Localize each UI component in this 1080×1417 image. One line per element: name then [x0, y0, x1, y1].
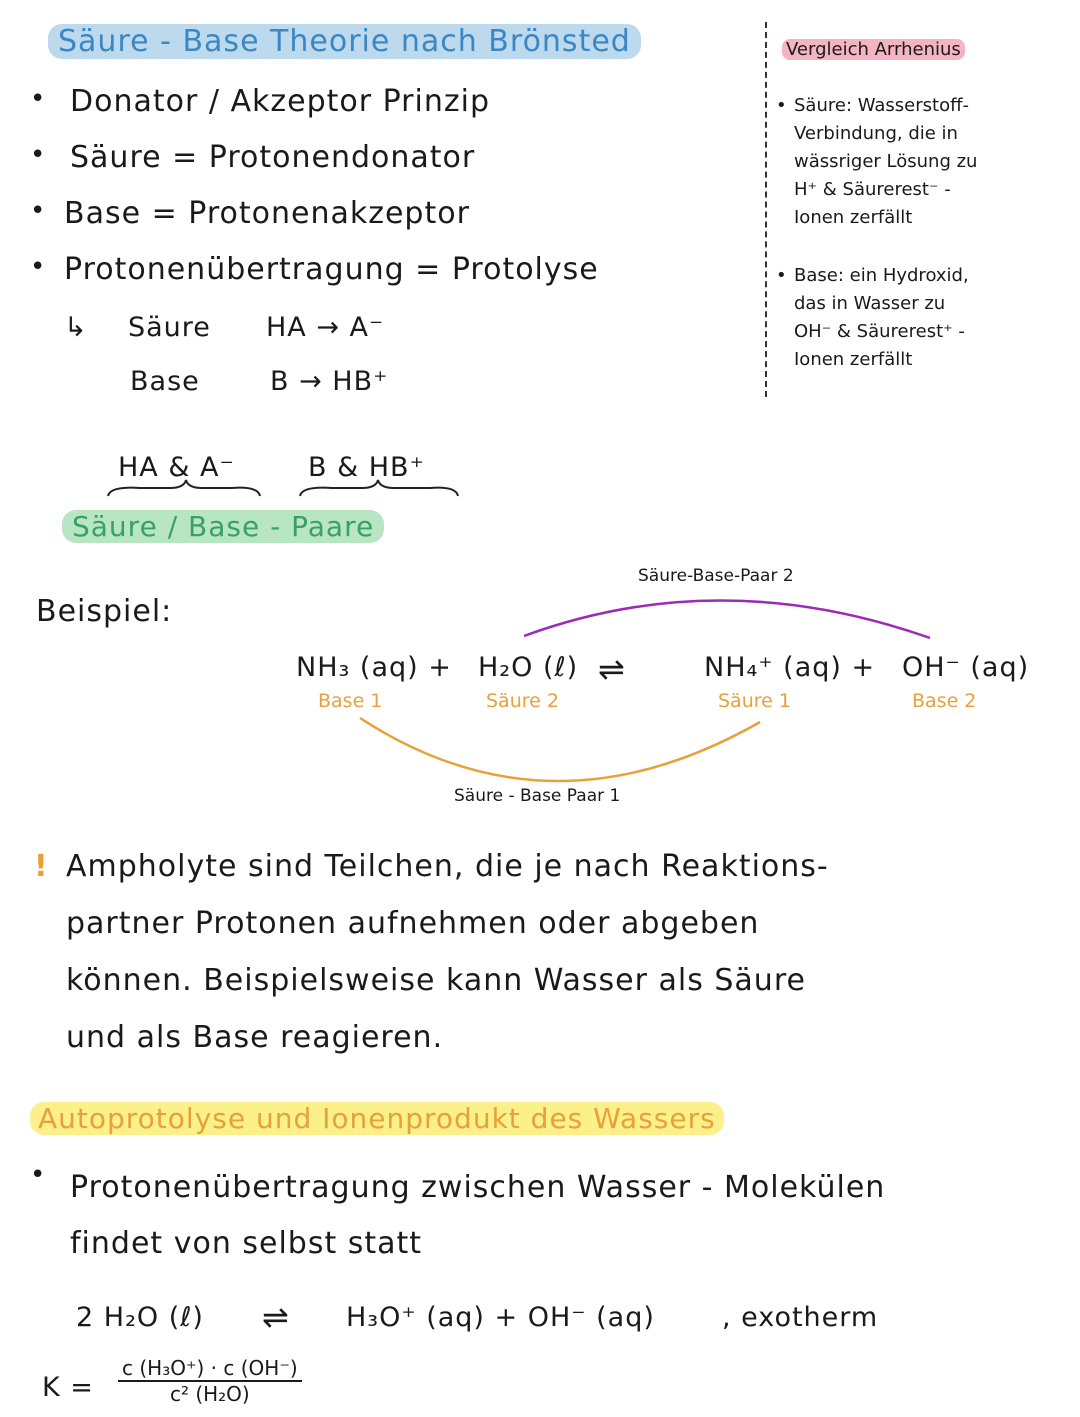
pair2-arc — [500, 584, 950, 644]
definition-item-1: Donator / Akzeptor Prinzip — [70, 84, 490, 119]
definition-item-3: Base = Protonenakzeptor — [64, 196, 470, 231]
sidebar-acid-definition: Säure: Wasserstoff- Verbindung, die in wässriger Lösung zu H⁺ & Säurerest⁻ - Ionen zerfällt — [794, 95, 978, 228]
example-heading: Beispiel: — [36, 594, 173, 629]
pair2-curve — [524, 600, 930, 638]
equation-right: H₃O⁺ (aq) + OH⁻ (aq) — [346, 1302, 655, 1333]
acid-row-label: Säure — [128, 312, 211, 343]
brace-right — [300, 480, 458, 496]
bullet-dot: • — [30, 140, 46, 170]
pair1-arc — [350, 712, 770, 792]
bullet-dot: • — [30, 84, 46, 114]
k-fraction — [118, 1356, 302, 1406]
pair2-label: Säure-Base-Paar 2 — [638, 566, 794, 586]
warning-icon: ! — [34, 849, 49, 884]
brace-left — [108, 480, 260, 496]
pair1-curve — [360, 718, 760, 781]
role-base-2: Base 2 — [912, 690, 977, 712]
pair1-label: Säure - Base Paar 1 — [454, 786, 621, 806]
role-acid-2: Säure 2 — [486, 690, 559, 712]
definition-item-2: Säure = Protonendonator — [70, 140, 476, 175]
pair-acid: HA & A⁻ — [118, 452, 235, 483]
definition-item-4: Protonenübertragung = Protolyse — [64, 252, 599, 287]
reactant-water: H₂O (ℓ) — [478, 652, 579, 683]
sidebar-title: Vergleich Arrhenius — [782, 36, 965, 64]
page-title: Säure - Base Theorie nach Brönsted — [48, 24, 641, 59]
pairs-caption: Säure / Base - Paare — [62, 510, 384, 543]
base-row-label: Base — [130, 366, 200, 397]
ampholyte-paragraph: Ampholyte sind Teilchen, die je nach Reaktions- partner Protonen aufnehmen oder abgeben können. Beispielsweise kann Wasser als Säure und als Base reagieren. — [66, 849, 829, 1055]
k-denominator: c² (H₂O) — [169, 1382, 250, 1406]
bullet-dot: • — [30, 252, 46, 282]
product-ammonium: NH₄⁺ (aq) + — [704, 652, 876, 683]
k-label: K = — [42, 1372, 94, 1403]
bullet-dot: • — [30, 196, 46, 226]
bullet-dot: • — [776, 265, 787, 286]
arrow-icon: ↳ — [64, 312, 88, 343]
autoprotolysis-bullet: Protonenübertragung zwischen Wasser - Molekülen findet von selbst statt — [70, 1170, 886, 1261]
k-numerator: c (H₃O⁺) · c (OH⁻) — [118, 1356, 302, 1382]
reactant-ammonia: NH₃ (aq) + — [296, 652, 452, 683]
equation-arrow-icon: ⇌ — [262, 1298, 290, 1336]
autoprotolysis-heading: Autoprotolyse und Ionenprodukt des Wassers — [30, 1102, 724, 1135]
bullet-dot: • — [30, 1160, 46, 1190]
bullet-dot: • — [776, 95, 787, 116]
equation-note: , exotherm — [722, 1302, 879, 1333]
product-hydroxide: OH⁻ (aq) — [902, 652, 1030, 683]
pair-base: B & HB⁺ — [308, 452, 425, 483]
sidebar-base-definition: Base: ein Hydroxid, das in Wasser zu OH⁻ & Säurerest⁺ - Ionen zerfällt — [794, 265, 969, 370]
equilibrium-arrow-icon: ⇌ — [598, 650, 626, 688]
sidebar-divider — [765, 22, 767, 397]
acid-row-formula: HA → A⁻ — [266, 312, 385, 343]
equation-left: 2 H₂O (ℓ) — [76, 1302, 204, 1333]
pair-braces — [100, 478, 470, 508]
role-acid-1: Säure 1 — [718, 690, 791, 712]
base-row-formula: B → HB⁺ — [270, 366, 389, 397]
role-base-1: Base 1 — [318, 690, 383, 712]
